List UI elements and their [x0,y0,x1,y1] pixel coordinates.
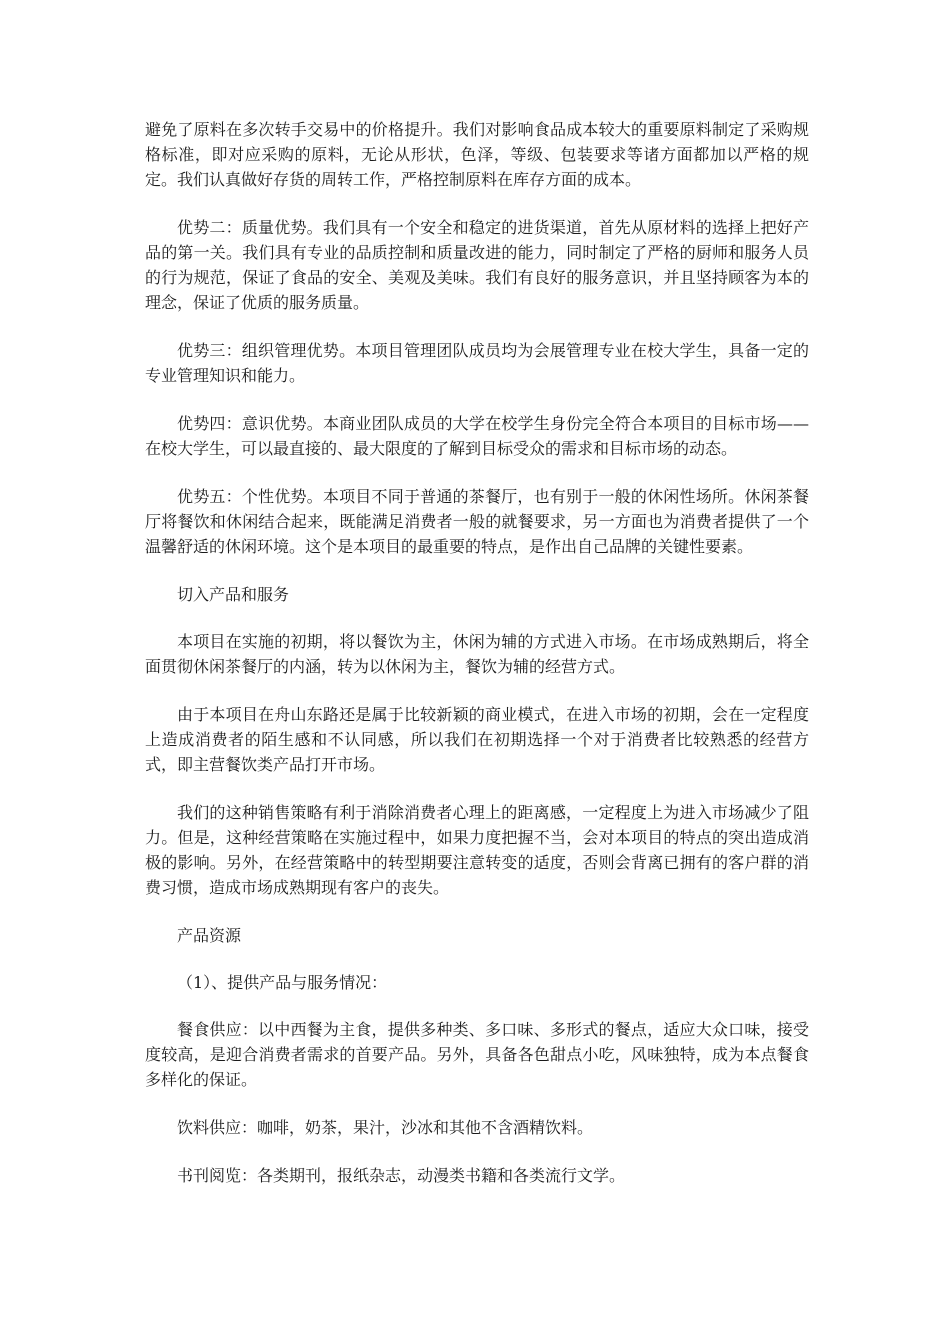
paragraph-advantage-personality: 优势五：个性优势。本项目不同于普通的茶餐厅，也有别于一般的休闲性场所。休闲茶餐厅将餐饮和休闲结合起来，既能满足消费者一般的就餐要求，另一方面也为消费者提供了一个温馨舒适的休闲环境。这个是本项目的最重要的特点，是作出自己品牌的关键性要素。 [145,487,809,556]
paragraph-entry-strategy: 本项目在实施的初期，将以餐饮为主，休闲为辅的方式进入市场。在市场成熟期后，将全面贯彻休闲茶餐厅的内涵，转为以休闲为主，餐饮为辅的经营方式。 [145,632,809,676]
paragraph-advantage-awareness: 优势四：意识优势。本商业团队成员的大学在校学生身份完全符合本项目的目标市场——在校大学生，可以最直接的、最大限度的了解到目标受众的需求和目标市场的动态。 [145,414,809,458]
subheading-products-services: （1）、提供产品与服务情况： [177,973,388,992]
paragraph-market-entry-reason: 由于本项目在舟山东路还是属于比较新颖的商业模式，在进入市场的初期，会在一定程度上造成消费者的陌生感和不认同感，所以我们在初期选择一个对于消费者比较熟悉的经营方式，即主营餐饮类产品打开市场。 [145,705,809,774]
section-heading-entry-products: 切入产品和服务 [177,585,290,604]
document-body [145,117,809,1211]
paragraph-advantage-management: 优势三：组织管理优势。本项目管理团队成员均为会展管理专业在校大学生，具备一定的专业管理知识和能力。 [145,341,809,385]
paragraph-sales-strategy: 我们的这种销售策略有利于消除消费者心理上的距离感，一定程度上为进入市场减少了阻力。但是，这种经营策略在实施过程中，如果力度把握不当，会对本项目的特点的突出造成消极的影响。另外，在经营策略中的转型期要注意转变的适度，否则会背离已拥有的客户群的消费习惯，造成市场成熟期现有客户的丧失。 [145,803,809,897]
paragraph-advantage-quality: 优势二：质量优势。我们具有一个安全和稳定的进货渠道，首先从原材料的选择上把好产品的第一关。我们具有专业的品质控制和质量改进的能力，同时制定了严格的厨师和服务人员的行为规范，保证了食品的安全、美观及美味。我们有良好的服务意识，并且坚持顾客为本的理念，保证了优质的服务质量。 [145,218,809,312]
paragraph-reading-materials: 书刊阅览：各类期刊，报纸杂志，动漫类书籍和各类流行文学。 [177,1166,626,1185]
paragraph-beverage-supply: 饮料供应：咖啡，奶茶，果汁，沙冰和其他不含酒精饮料。 [177,1118,594,1137]
section-heading-product-resources: 产品资源 [177,926,242,945]
paragraph-food-supply: 餐食供应：以中西餐为主食，提供多种类、多口味、多形式的餐点，适应大众口味，接受度较高，是迎合消费者需求的首要产品。另外，具备各色甜点小吃，风味独特，成为本点餐食多样化的保证。 [145,1020,809,1089]
paragraph-cost-control: 避免了原料在多次转手交易中的价格提升。我们对影响食品成本较大的重要原料制定了采购规格标准，即对应采购的原料，无论从形状，色泽，等级、包装要求等诸方面都加以严格的规定。我们认真做好存货的周转工作，严格控制原料在库存方面的成本。 [145,120,809,189]
